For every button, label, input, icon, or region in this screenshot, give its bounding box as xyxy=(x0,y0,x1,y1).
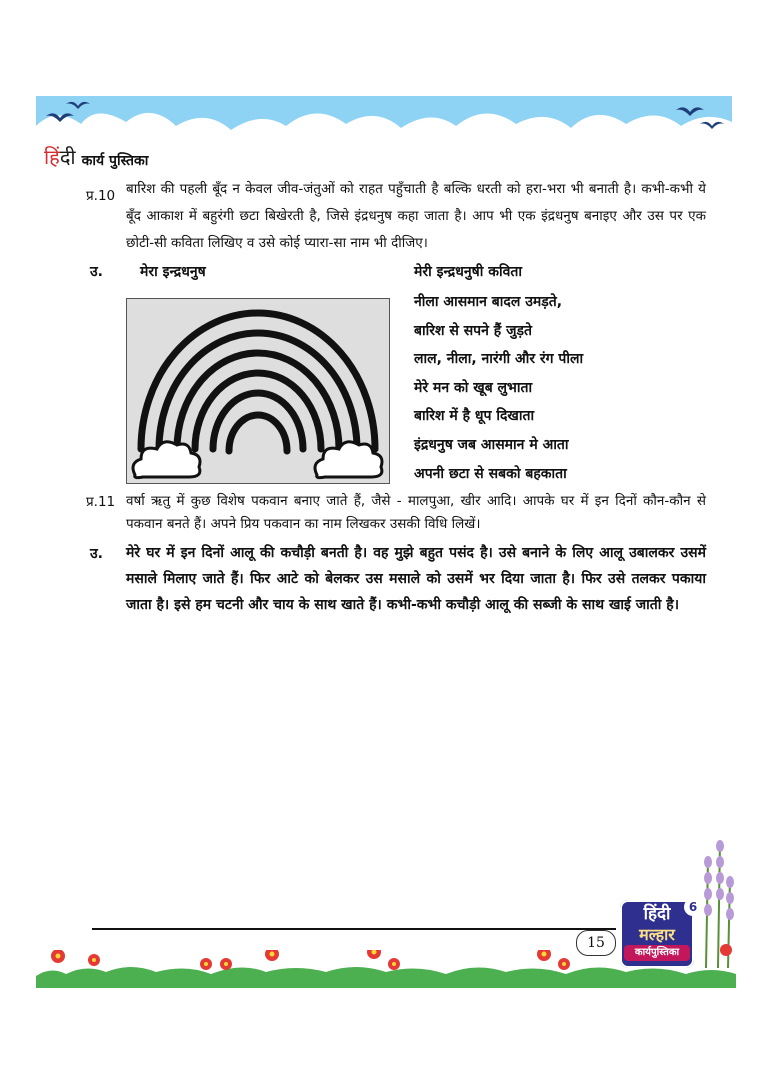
hindi-logo-text: हिंदी xyxy=(44,145,76,169)
poem-line: लाल, नीला, नारंगी और रंग पीला xyxy=(414,351,584,368)
workbook-logo xyxy=(620,900,698,968)
poem-line: इंद्रधनुष जब आसमान मे आता xyxy=(414,436,569,453)
poem-line: नीला आसमान बादल उमड़ते, xyxy=(414,294,563,310)
page-number: 15 xyxy=(576,930,616,956)
rainbow-drawing xyxy=(126,298,390,484)
poem-line: बारिश से सपने हैं जुड़ते xyxy=(414,322,532,339)
question-11-number: प्र.11 xyxy=(86,494,116,510)
logo-workbook-text: कार्यपुस्तिका xyxy=(624,945,690,961)
answer-1-label: उ. xyxy=(90,264,103,280)
rainbow-drawing-title: मेरा इन्द्रधनुष xyxy=(140,264,206,280)
logo-grade-badge: 6 xyxy=(684,898,702,916)
workbook-header xyxy=(44,146,148,170)
question-10-text: बारिश की पहली बूँद न केवल जीव-जंतुओं को राहत पहुँचाती है बल्कि धरती को हरा-भरा भी बनाती है। कभी-कभी ये बूँद आकाश में बहुरंगी छटा बिखेरती है, जिसे इंद्रधनुष कहा जाता है। आप भी एक इंद्रधनुष बनाइए और उस पर एक छोटी-सी कविता लिखिए व उसे कोई प्यारा-सा नाम भी दीजिए। xyxy=(126,181,706,251)
footer-divider xyxy=(92,928,616,930)
poem-block xyxy=(414,288,714,488)
answer-2-label: उ. xyxy=(90,546,103,562)
poem-line: मेरे मन को खूब लुभाता xyxy=(414,379,533,396)
poem-line: अपनी छटा से सबको बहकाता xyxy=(414,465,567,482)
question-10-number: प्र.10 xyxy=(86,188,116,204)
answer-2-text: मेरे घर में इन दिनों आलू की कचौड़ी बनती है। वह मुझे बहुत पसंद है। उसे बनाने के लिए आलू उबालकर उसमें मसाले मिलाए जाते हैं। फिर आटे को बेलकर उस मसाले को उसमें भर दिया जाता है। फिर उसे तलकर पकाया जाता है। इसे हम चटनी और चाय के साथ खाते हैं। कभी-कभी कचौड़ी आलू की सब्जी के साथ खाई जाती है। xyxy=(126,545,706,613)
question-11-text: वर्षा ऋतु में कुछ विशेष पकवान बनाए जाते हैं, जैसे - मालपुआ, खीर आदि। आपके घर में इन दिनों कौन-कौन से पकवान बनते हैं। अपने प्रिय पकवान का नाम लिखकर उसकी विधि लिखें। xyxy=(126,493,706,532)
poem-line: बारिश में है धूप दिखाता xyxy=(414,408,535,425)
workbook-subtitle: कार्य पुस्तिका xyxy=(81,153,149,169)
poem-title: मेरी इन्द्रधनुषी कविता xyxy=(414,264,522,280)
logo-hindi-text: हिंदी xyxy=(643,904,671,924)
logo-malhar-text: मल्हार xyxy=(639,925,675,944)
flower-icon xyxy=(51,950,570,970)
